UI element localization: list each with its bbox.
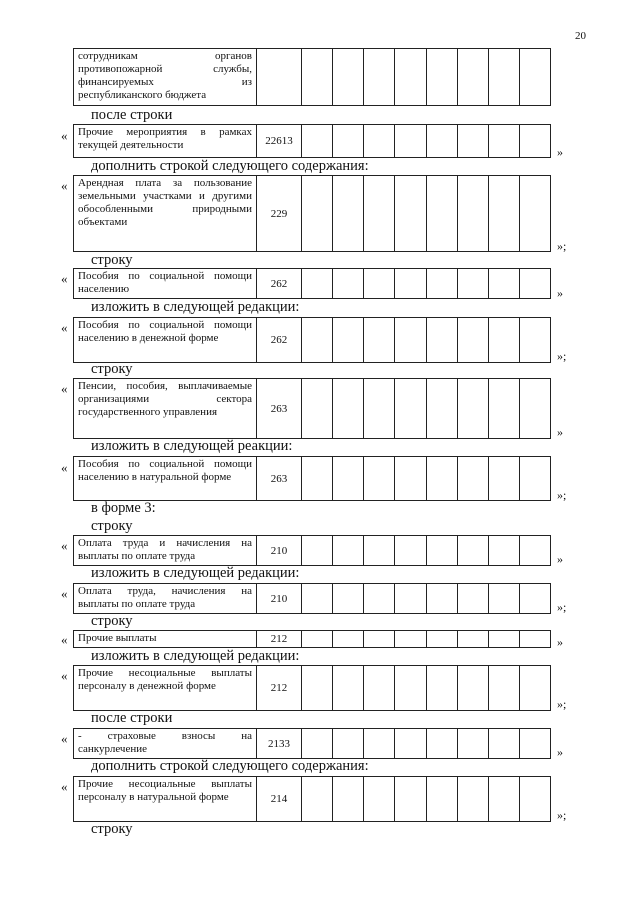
instruction-restate: изложить в следующей редакции:	[91, 299, 300, 315]
row-code: 22613	[257, 125, 302, 157]
empty-cell	[458, 777, 489, 821]
table-row	[73, 665, 551, 711]
row-code: 262	[257, 269, 302, 298]
empty-cell	[395, 125, 426, 157]
table-row	[73, 175, 551, 252]
row-name: - страховые взносы на санкурлечение	[74, 729, 257, 758]
instruction-restate: изложить в следующей реакции:	[91, 438, 293, 454]
empty-cell	[333, 777, 364, 821]
empty-cell	[520, 379, 550, 438]
empty-cell	[395, 318, 426, 362]
empty-cell	[520, 318, 550, 362]
instruction-after-row: после строки	[91, 710, 173, 726]
empty-cell	[458, 318, 489, 362]
empty-cell	[333, 584, 364, 613]
empty-cell	[458, 49, 489, 105]
close-quote: »;	[557, 600, 567, 614]
empty-cell	[395, 176, 426, 251]
empty-cell	[489, 457, 520, 500]
empty-cell	[333, 457, 364, 500]
empty-cell	[427, 584, 458, 613]
empty-cell	[333, 631, 364, 647]
empty-cell	[333, 176, 364, 251]
empty-cell	[302, 379, 333, 438]
empty-cell	[302, 584, 333, 613]
instruction-row: строку	[91, 252, 133, 268]
close-quote: »;	[557, 239, 567, 253]
open-quote: «	[61, 460, 68, 475]
close-quote: »;	[557, 349, 567, 363]
row-name: Оплата труда, начисления на выплаты по оплате труда	[74, 584, 257, 613]
empty-cell	[333, 318, 364, 362]
instruction-restate: изложить в следующей редакции:	[91, 648, 300, 664]
empty-cell	[427, 631, 458, 647]
instruction-add-row: дополнить строкой следующего содержания:	[91, 158, 369, 174]
empty-cell	[333, 269, 364, 298]
row-code: 262	[257, 318, 302, 362]
row-name: Прочие выплаты	[74, 631, 257, 647]
row-name: Пособия по социальной помощи населению	[74, 269, 257, 298]
empty-cell	[489, 666, 520, 710]
empty-cell	[364, 176, 395, 251]
empty-cell	[364, 49, 395, 105]
empty-cell	[520, 584, 550, 613]
empty-cell	[333, 666, 364, 710]
close-quote: »;	[557, 488, 567, 502]
empty-cell	[458, 269, 489, 298]
empty-cell	[364, 536, 395, 565]
empty-cell	[333, 125, 364, 157]
row-code: 212	[257, 666, 302, 710]
row-name: Прочие мероприятия в рамках текущей деятельности	[74, 125, 257, 157]
instruction-row: строку	[91, 518, 133, 534]
close-quote: »	[557, 552, 563, 566]
row-name: Арендная плата за пользование земельными участками и другими обособленными природными объектами	[74, 176, 257, 251]
empty-cell	[489, 729, 520, 758]
empty-cell	[489, 125, 520, 157]
open-quote: «	[61, 381, 68, 396]
empty-cell	[302, 777, 333, 821]
table-row	[73, 124, 551, 158]
empty-cell	[364, 777, 395, 821]
empty-cell	[458, 176, 489, 251]
table-row	[73, 317, 551, 363]
empty-cell	[458, 729, 489, 758]
empty-cell	[520, 729, 550, 758]
empty-cell	[364, 666, 395, 710]
instruction-after-row: после строки	[91, 107, 173, 123]
instruction-row: строку	[91, 613, 133, 629]
close-quote: »;	[557, 697, 567, 711]
open-quote: «	[61, 128, 68, 143]
empty-cell	[364, 584, 395, 613]
row-code: 263	[257, 379, 302, 438]
empty-cell	[427, 457, 458, 500]
empty-cell	[395, 631, 426, 647]
close-quote: »;	[557, 808, 567, 822]
empty-cell	[395, 536, 426, 565]
empty-cell	[520, 666, 550, 710]
row-code: 210	[257, 536, 302, 565]
open-quote: «	[61, 178, 68, 193]
empty-cell	[458, 536, 489, 565]
open-quote: «	[61, 320, 68, 335]
empty-cell	[302, 49, 333, 105]
row-code	[257, 49, 302, 105]
empty-cell	[333, 536, 364, 565]
empty-cell	[395, 666, 426, 710]
empty-cell	[395, 457, 426, 500]
row-name: Пенсии, пособия, выплачиваемые организациями сектора государственного управления	[74, 379, 257, 438]
empty-cell	[302, 457, 333, 500]
empty-cell	[458, 125, 489, 157]
open-quote: «	[61, 668, 68, 683]
empty-cell	[427, 729, 458, 758]
row-code: 212	[257, 631, 302, 647]
empty-cell	[520, 457, 550, 500]
open-quote: «	[61, 586, 68, 601]
table-row	[73, 535, 551, 566]
empty-cell	[520, 269, 550, 298]
empty-cell	[489, 176, 520, 251]
page-number: 20	[575, 30, 586, 42]
empty-cell	[364, 457, 395, 500]
instruction-in-form-3: в форме 3:	[91, 500, 156, 516]
empty-cell	[427, 269, 458, 298]
empty-cell	[458, 584, 489, 613]
empty-cell	[364, 125, 395, 157]
empty-cell	[427, 318, 458, 362]
instruction-add-row: дополнить строкой следующего содержания:	[91, 758, 369, 774]
empty-cell	[427, 49, 458, 105]
open-quote: «	[61, 632, 68, 647]
empty-cell	[395, 269, 426, 298]
empty-cell	[395, 777, 426, 821]
empty-cell	[302, 269, 333, 298]
empty-cell	[520, 631, 550, 647]
empty-cell	[489, 49, 520, 105]
empty-cell	[489, 379, 520, 438]
empty-cell	[427, 125, 458, 157]
empty-cell	[333, 379, 364, 438]
table-row	[73, 268, 551, 299]
empty-cell	[302, 729, 333, 758]
empty-cell	[520, 49, 550, 105]
empty-cell	[427, 666, 458, 710]
empty-cell	[458, 457, 489, 500]
close-quote: »	[557, 745, 563, 759]
empty-cell	[364, 729, 395, 758]
empty-cell	[395, 584, 426, 613]
empty-cell	[489, 584, 520, 613]
empty-cell	[395, 379, 426, 438]
close-quote: »	[557, 425, 563, 439]
empty-cell	[364, 631, 395, 647]
row-code: 263	[257, 457, 302, 500]
empty-cell	[520, 536, 550, 565]
empty-cell	[364, 379, 395, 438]
empty-cell	[489, 269, 520, 298]
table-row	[73, 378, 551, 439]
row-name: Оплата труда и начисления на выплаты по оплате труда	[74, 536, 257, 565]
table-row	[73, 583, 551, 614]
row-name: сотрудникам органов противопожарной службы, финансируемых из республиканского бюджета	[74, 49, 257, 105]
empty-cell	[333, 49, 364, 105]
open-quote: «	[61, 779, 68, 794]
open-quote: «	[61, 271, 68, 286]
close-quote: »	[557, 286, 563, 300]
empty-cell	[333, 729, 364, 758]
empty-cell	[395, 49, 426, 105]
empty-cell	[395, 729, 426, 758]
empty-cell	[489, 318, 520, 362]
row-code: 2133	[257, 729, 302, 758]
close-quote: »	[557, 635, 563, 649]
empty-cell	[364, 269, 395, 298]
row-name: Прочие несоциальные выплаты персоналу в денежной форме	[74, 666, 257, 710]
open-quote: «	[61, 538, 68, 553]
empty-cell	[427, 176, 458, 251]
empty-cell	[427, 379, 458, 438]
empty-cell	[520, 125, 550, 157]
empty-cell	[427, 777, 458, 821]
row-name: Прочие несоциальные выплаты персоналу в натуральной форме	[74, 777, 257, 821]
empty-cell	[427, 536, 458, 565]
close-quote: »	[557, 145, 563, 159]
row-code: 210	[257, 584, 302, 613]
empty-cell	[302, 318, 333, 362]
empty-cell	[520, 176, 550, 251]
empty-cell	[302, 125, 333, 157]
open-quote: «	[61, 731, 68, 746]
empty-cell	[302, 176, 333, 251]
table-row	[73, 630, 551, 648]
empty-cell	[489, 631, 520, 647]
table-row	[73, 456, 551, 501]
empty-cell	[520, 777, 550, 821]
empty-cell	[458, 666, 489, 710]
empty-cell	[302, 666, 333, 710]
instruction-restate: изложить в следующей редакции:	[91, 565, 300, 581]
empty-cell	[302, 631, 333, 647]
empty-cell	[489, 536, 520, 565]
row-name: Пособия по социальной помощи населению в денежной форме	[74, 318, 257, 362]
table-row	[73, 776, 551, 822]
instruction-row: строку	[91, 361, 133, 377]
table-row	[73, 48, 551, 106]
empty-cell	[489, 777, 520, 821]
empty-cell	[302, 536, 333, 565]
empty-cell	[458, 631, 489, 647]
table-row	[73, 728, 551, 759]
row-name: Пособия по социальной помощи населению в натуральной форме	[74, 457, 257, 500]
empty-cell	[364, 318, 395, 362]
instruction-row: строку	[91, 821, 133, 837]
empty-cell	[458, 379, 489, 438]
row-code: 229	[257, 176, 302, 251]
row-code: 214	[257, 777, 302, 821]
